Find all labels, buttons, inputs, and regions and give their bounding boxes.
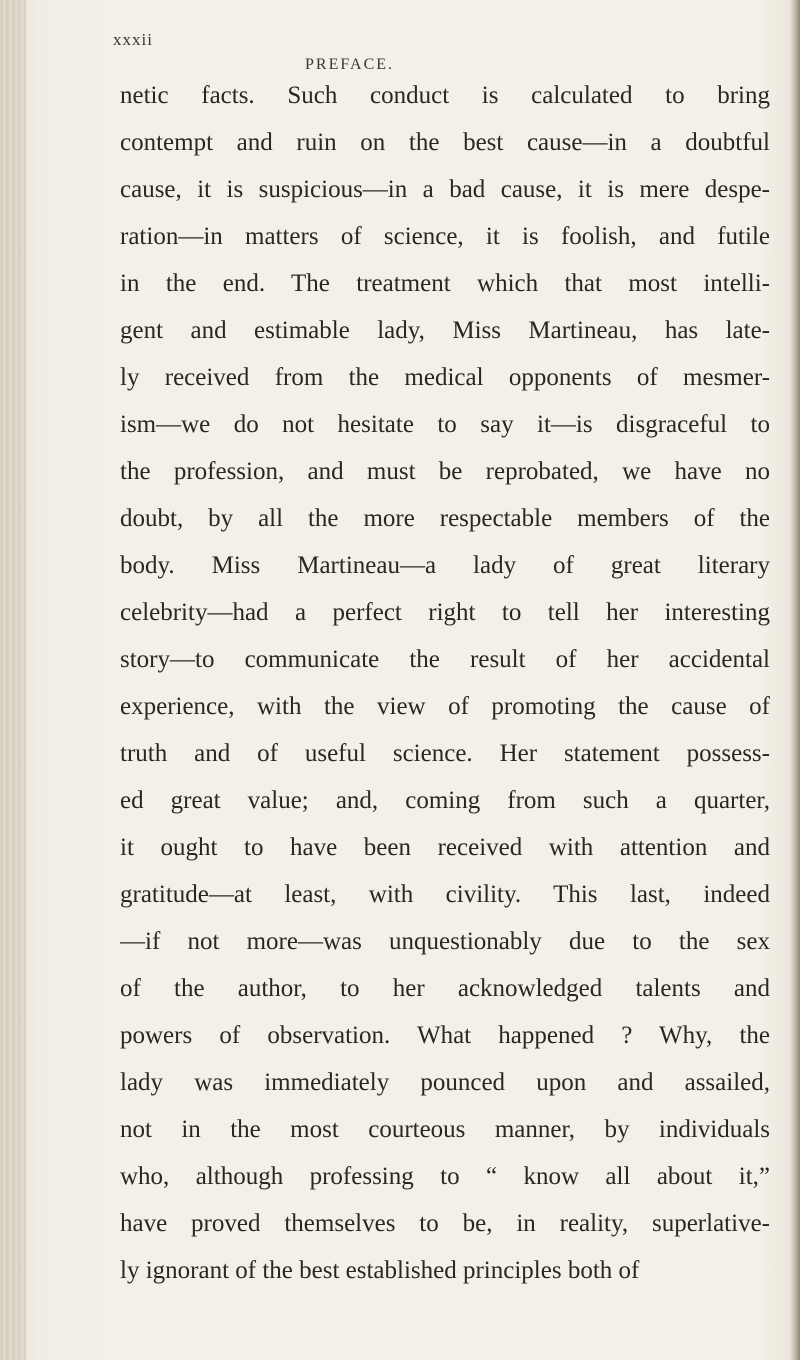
page-number: xxxii bbox=[113, 30, 153, 49]
text-line: story—to communicate the result of her accidental bbox=[120, 646, 770, 673]
text-line: contempt and ruin on the best cause—in a doubtful bbox=[120, 129, 770, 156]
text-line: ly ignorant of the best established principles both of bbox=[120, 1257, 640, 1284]
text-line: celebrity—had a perfect right to tell her interesting bbox=[120, 599, 770, 626]
text-line: it ought to have been received with attention and bbox=[120, 834, 770, 861]
text-line: in the end. The treatment which that most intelli- bbox=[120, 270, 770, 297]
text-line: experience, with the view of promoting the cause of bbox=[120, 693, 770, 720]
text-line: of the author, to her acknowledged talents and bbox=[120, 975, 770, 1002]
text-line: powers of observation. What happened ? Why, the bbox=[120, 1022, 770, 1049]
text-line: ration—in matters of science, it is foolish, and futile bbox=[120, 223, 770, 250]
text-line: who, although professing to “ know all about it,” bbox=[120, 1163, 770, 1190]
page-binding-shadow bbox=[0, 0, 26, 1360]
text-line: truth and of useful science. Her statement possess- bbox=[120, 740, 770, 767]
body-text bbox=[120, 72, 770, 1294]
text-line: body. Miss Martineau—a lady of great literary bbox=[120, 552, 770, 579]
text-line: ism—we do not hesitate to say it—is disgraceful to bbox=[120, 411, 770, 438]
text-line: ed great value; and, coming from such a quarter, bbox=[120, 787, 770, 814]
text-line: not in the most courteous manner, by individuals bbox=[120, 1116, 770, 1143]
running-title: PREFACE. bbox=[305, 56, 395, 73]
text-line: the profession, and must be reprobated, we have no bbox=[120, 458, 770, 485]
text-line: —if not more—was unquestionably due to the sex bbox=[120, 928, 770, 955]
text-line: netic facts. Such conduct is calculated to bring bbox=[120, 82, 770, 109]
text-line: lady was immediately pounced upon and assailed, bbox=[120, 1069, 770, 1096]
text-line: have proved themselves to be, in reality, superlative- bbox=[120, 1210, 770, 1237]
text-line: ly received from the medical opponents of mesmer- bbox=[120, 364, 770, 391]
text-line: gent and estimable lady, Miss Martineau, has late- bbox=[120, 317, 770, 344]
text-line: doubt, by all the more respectable members of the bbox=[120, 505, 770, 532]
running-head bbox=[113, 30, 733, 73]
text-line: gratitude—at least, with civility. This last, indeed bbox=[120, 881, 770, 908]
page-edge-shadow bbox=[790, 0, 800, 1360]
text-line: cause, it is suspicious—in a bad cause, it is mere despe- bbox=[120, 176, 770, 203]
